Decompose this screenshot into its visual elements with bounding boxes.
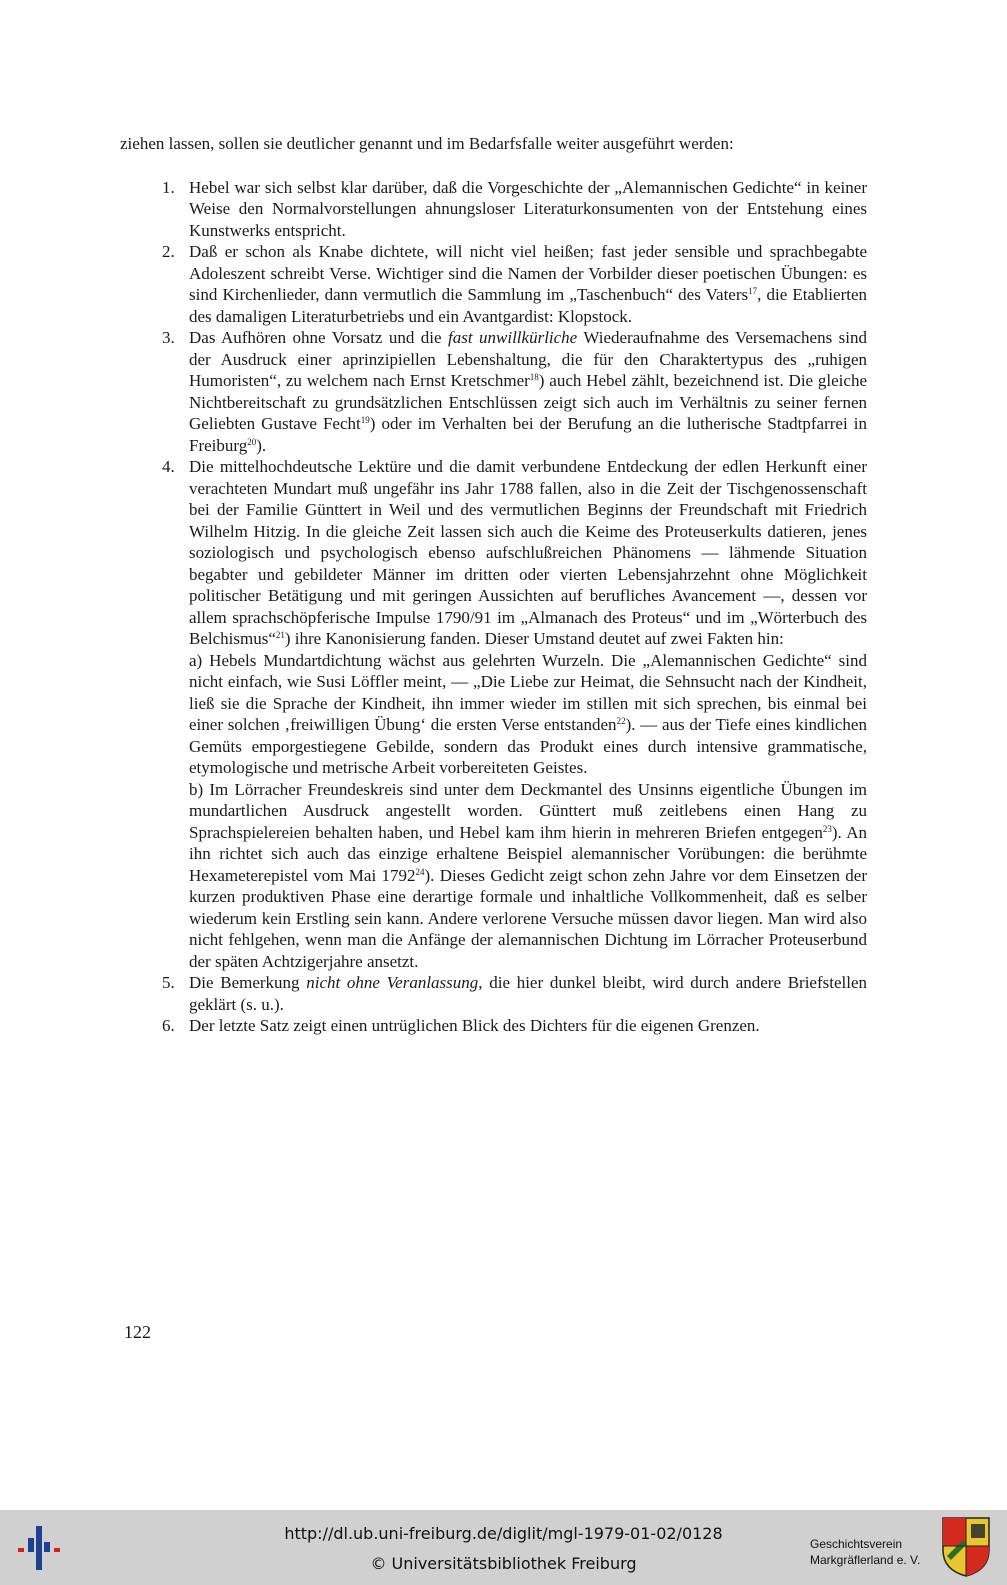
item-text: Die Bemerkung	[189, 973, 307, 992]
item-number: 5.	[162, 973, 175, 992]
item-text: Wiederaufnahme des Versemachens sind der Ausdruck einer aprinzipiellen Lebenshaltung, die für den Charaktertypus des „ruhigen Humoristen“, zu welchem nach Ernst Kretschmer	[189, 328, 867, 390]
document-url-link[interactable]: http://dl.ub.uni-freiburg.de/diglit/mgl-1979-01-02/0128	[284, 1524, 723, 1543]
society-line: Markgräflerland e. V.	[810, 1553, 921, 1567]
footnote-ref: 17	[748, 286, 758, 296]
footnote-ref: 24	[415, 866, 425, 877]
item-number: 4.	[162, 457, 175, 476]
list-item	[120, 972, 867, 1015]
item-text: ) auch Hebel zählt, bezeichnend ist. Die gleiche Nichtbereitschaft zu grundsätzlichen Entschlüssen zeigt sich auch im Verhältnis zu seiner fernen Geliebten Gustave Fecht	[189, 371, 867, 433]
emphasis-text: fast unwillkürliche	[448, 328, 578, 347]
coat-of-arms-icon	[941, 1516, 991, 1578]
item-number: 3.	[162, 328, 175, 347]
subparagraph-text: ). — aus der Tiefe eines kindlichen Gemüts emporgestiegene Gebilde, sondern das Produkt eines durch intensive grammatische, etymologische und metrische Arbeit vorbereiteten Geistes.	[189, 715, 867, 777]
numbered-list	[120, 177, 867, 1037]
footnote-ref: 20	[247, 436, 257, 447]
item-number: 1.	[162, 177, 175, 197]
subparagraph-b	[189, 779, 867, 973]
item-text: , die Etablierten des damaligen Literaturbetriebs und ein Avantgardist: Klopstock.	[189, 285, 867, 326]
footnote-ref: 23	[822, 823, 832, 834]
item-text: , die hier dunkel bleibt, wird durch andere Briefstellen geklärt (s. u.).	[189, 973, 868, 1014]
footnote-ref: 18	[529, 372, 539, 382]
intro-paragraph: ziehen lassen, sollen sie deutlicher genannt und im Bedarfsfalle weiter ausgeführt werden:	[120, 134, 734, 153]
list-item	[120, 241, 867, 327]
emphasis-text: nicht ohne Veranlassung	[306, 973, 479, 992]
item-text: ) ihre Kanonisierung fanden. Dieser Umstand deutet auf zwei Fakten hin:	[284, 629, 784, 648]
society-line: Geschichtsverein	[810, 1537, 903, 1551]
footnote-ref: 19	[360, 415, 370, 425]
list-item	[120, 177, 867, 242]
list-item	[120, 1015, 867, 1037]
item-text: ) oder im Verhalten bei der Berufung an die lutherische Stadtpfarrei in Freiburg	[189, 414, 867, 455]
subparagraph-a	[189, 650, 867, 779]
item-text: ).	[256, 435, 267, 455]
footer-bar	[0, 1510, 1007, 1585]
item-text: Der letzte Satz zeigt einen untrüglichen Blick des Dichters für die eigenen Grenzen.	[189, 1016, 760, 1035]
item-text: Daß er schon als Knabe dichtete, will nicht viel heißen; fast jeder sensible und sprachbegabte Adoleszent schreibt Verse. Wichtiger sind die Namen der Vorbilder dieser poetischen Übungen: es sind Kirchenlieder, dann vermutlich die Sammlung im „Taschenbuch“ des Vaters	[189, 242, 867, 304]
item-text: Hebel war sich selbst klar darüber, daß die Vorgeschichte der „Alemannischen Gedichte“ in keiner Weise den Normalvorstellungen ahnungsloser Literaturkonsumenten von der Entstehung eines Kunstwerks entspricht.	[189, 177, 867, 240]
page-number: 122	[124, 1322, 151, 1342]
society-name	[810, 1536, 930, 1568]
subparagraph-text: ). Dieses Gedicht zeigt schon zehn Jahre vor dem Einsetzen der kurzen produktiven Phase eine derartige formale und inhaltliche Vollkommenheit, daß es selber wiederum kein Erstling sein kann. Andere verlorene Versuche müssen davor liegen. Man wird also nicht fehlgehen, wenn man die Anfänge der alemannischen Dichtung im Lörracher Proteuserbund der späten Achtzigerjahre ansetzt.	[189, 865, 867, 971]
body-text	[120, 133, 867, 1037]
subparagraph-text: b) Im Lörracher Freundeskreis sind unter dem Deckmantel des Unsinns eigentliche Übungen im mundartlichen Ausdruck angestellt worden. Günttert muß zeitlebens einen Hang zu Sprachspielereien behalten haben, und Hebel kam ihm hierin in mehreren Briefen entgegen	[189, 779, 867, 842]
copyright-text: © Universitätsbibliothek Freiburg	[370, 1554, 637, 1573]
list-item	[120, 327, 867, 456]
footnote-ref: 22	[616, 716, 626, 726]
item-number: 6.	[162, 1016, 175, 1035]
item-text: Das Aufhören ohne Vorsatz und die	[189, 328, 449, 347]
list-item	[120, 456, 867, 972]
item-number: 2.	[162, 242, 175, 261]
item-text: Die mittelhochdeutsche Lektüre und die damit verbundene Entdeckung der edlen Herkunft einer verachteten Mundart muß ungefähr ins Jahr 1788 fallen, also in die Zeit der Tischgenossenschaft bei der Familie Günttert in Weil und des vermutlichen Beginns der Freundschaft mit Friedrich Wilhelm Hitzig. In die gleiche Zeit lassen sich auch die Keime des Proteuserkults datieren, jenes soziologisch und psychologisch ebenso aufschlußreichen Phänomens — lähmende Situation begabter und gebildeter Männer im dritten oder vierten Lebensjahrzehnt ohne Möglichkeit politischer Betätigung und mit geringen Aussichten auf berufliches Avancement —, dessen vor allem sprachschöpferische Impulse 1790/91 im „Almanach des Proteus“ und im „Wörterbuch des Belchismus“	[189, 457, 867, 648]
subparagraph-text: ). An ihn richtet sich auch das einzige erhaltene Beispiel alemannischer Vorübungen: die berühmte Hexameterepistel vom Mai 1792	[189, 822, 867, 885]
footnote-ref: 21	[275, 630, 285, 640]
subparagraph-text: a) Hebels Mundartdichtung wächst aus gelehrten Wurzeln. Die „Alemannischen Gedichte“ sind nicht einfach, wie Susi Löffler meint, — „Die Liebe zur Heimat, die Sehnsucht nach der Kindheit, ließ sie die Sprache der Kindheit, ihn immer wieder im stillen mit sich sprechen, bis einmal bei einer solchen ‚freiwilligen Übung‘ die ersten Verse entstanden	[189, 650, 867, 734]
